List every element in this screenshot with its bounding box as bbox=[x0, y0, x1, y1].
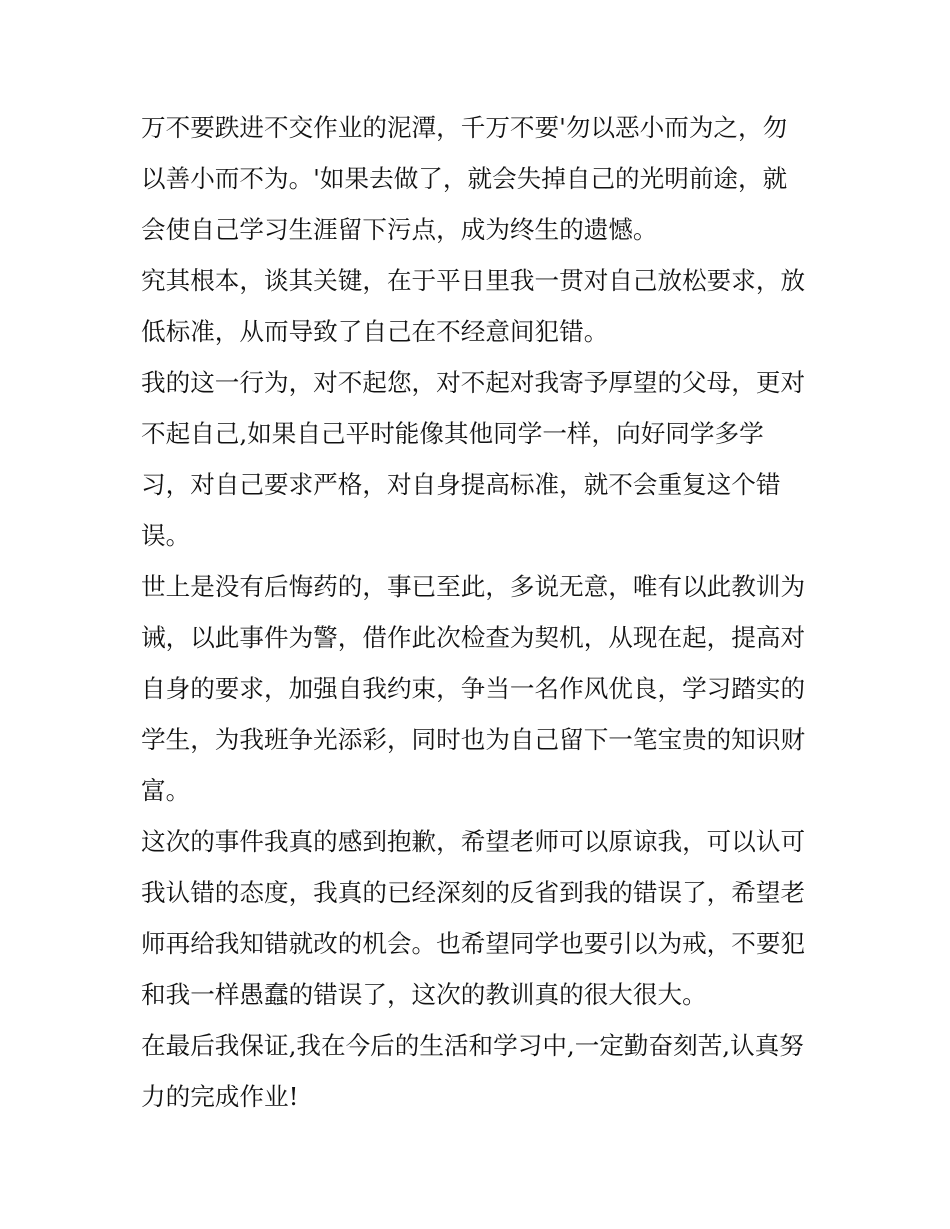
text-line: 和我一样愚蠢的错误了，这次的教训真的很大很大。 bbox=[141, 980, 707, 1009]
text-line: 学生，为我班争光添彩，同时也为自己留下一笔宝贵的知识财 bbox=[141, 725, 806, 754]
text-line: 世上是没有后悔药的，事已至此，多说无意，唯有以此教训为 bbox=[141, 572, 806, 601]
text-line: 在最后我保证,我在今后的生活和学习中,一定勤奋刻苦,认真努 bbox=[141, 1031, 804, 1060]
text-line: 以善小而不为。'如果去做了，就会失掉自己的光明前途，就 bbox=[141, 164, 788, 193]
text-line: 自身的要求，加强自我约束，争当一名作风优良，学习踏实的 bbox=[141, 674, 806, 703]
text-line: 会使自己学习生涯留下污点，成为终生的遗憾。 bbox=[141, 215, 658, 244]
text-line: 习，对自己要求严格，对自身提高标准，就不会重复这个错 bbox=[141, 470, 781, 499]
text-line: 诫，以此事件为警，借作此次检查为契机，从现在起，提高对 bbox=[141, 623, 806, 652]
text-line: 万不要跌进不交作业的泥潭，千万不要'勿以恶小而为之，勿 bbox=[141, 113, 788, 142]
text-line: 我的这一行为，对不起您，对不起对我寄予厚望的父母，更对 bbox=[141, 368, 806, 397]
text-line: 不起自己,如果自己平时能像其他同学一样，向好同学多学 bbox=[141, 419, 764, 448]
text-line: 富。 bbox=[141, 776, 191, 805]
text-line: 师再给我知错就改的机会。也希望同学也要引以为戒，不要犯 bbox=[141, 929, 806, 958]
text-line: 误。 bbox=[141, 521, 191, 550]
text-line: 我认错的态度，我真的已经深刻的反省到我的错误了，希望老 bbox=[141, 878, 806, 907]
text-line: 低标准，从而导致了自己在不经意间犯错。 bbox=[141, 317, 609, 346]
text-line: 这次的事件我真的感到抱歉，希望老师可以原谅我，可以认可 bbox=[141, 827, 806, 856]
text-line: 究其根本，谈其关键，在于平日里我一贯对自己放松要求，放 bbox=[141, 266, 806, 295]
text-line: 力的完成作业! bbox=[141, 1082, 299, 1111]
